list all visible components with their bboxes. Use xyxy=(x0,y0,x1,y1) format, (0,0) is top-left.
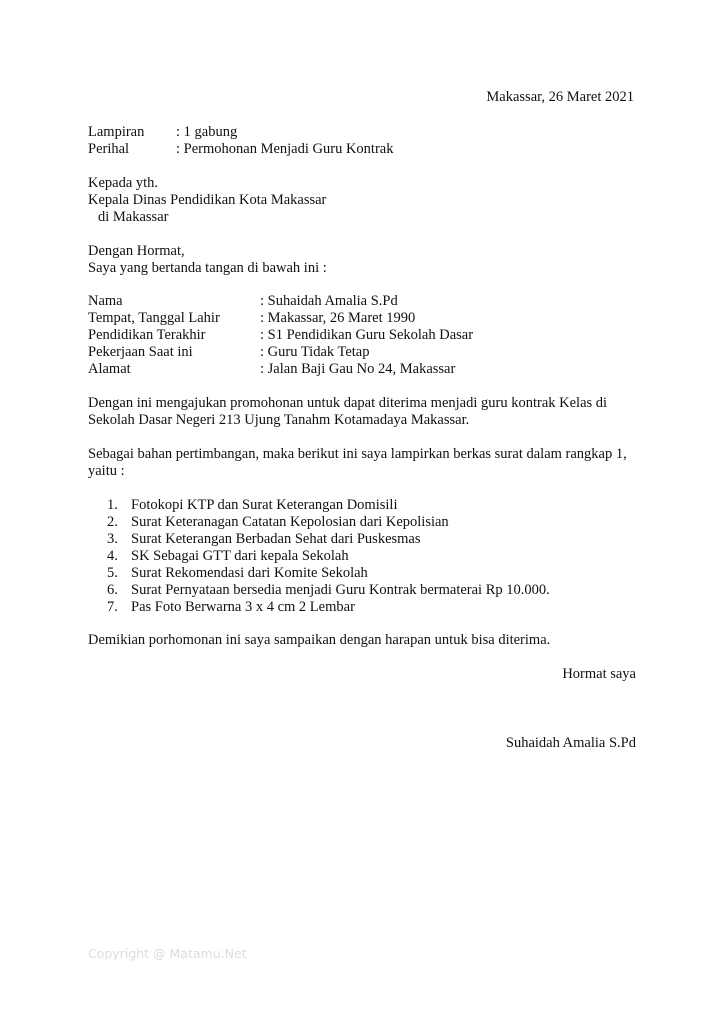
list-text: Surat Pernyataan bersedia menjadi Guru Kontrak bermaterai Rp 10.000. xyxy=(131,582,550,598)
place-date: Makassar, 26 Maret 2021 xyxy=(486,89,634,105)
identity-row xyxy=(88,361,455,378)
attachment-label: Lampiran xyxy=(88,124,145,140)
list-number: 1. xyxy=(107,497,118,513)
list-number: 4. xyxy=(107,548,118,564)
copyright-watermark: Copyright @ Matamu.Net xyxy=(88,946,247,961)
identity-label: Tempat, Tanggal Lahir xyxy=(88,310,220,326)
list-text: Fotokopi KTP dan Surat Keterangan Domisili xyxy=(131,497,398,513)
body-paragraph-1-line-1: Dengan ini mengajukan promohonan untuk dapat diterima menjadi guru kontrak Kelas di xyxy=(88,395,608,411)
intro: Saya yang bertanda tangan di bawah ini : xyxy=(88,260,327,276)
identity-label: Nama xyxy=(88,293,123,309)
body-paragraph-1-line-2: Sekolah Dasar Negeri 213 Ujung Tanahm Kotamadaya Makassar. xyxy=(88,412,470,428)
identity-row xyxy=(88,310,415,327)
identity-label: Pendidikan Terakhir xyxy=(88,327,206,343)
body-paragraph-2-line-2: yaitu : xyxy=(88,463,125,479)
list-text: SK Sebagai GTT dari kepala Sekolah xyxy=(131,548,349,564)
recipient-name: Kepala Dinas Pendidikan Kota Makassar xyxy=(88,192,327,208)
body-paragraph-2-line-1: Sebagai bahan pertimbangan, maka berikut ini saya lampirkan berkas surat dalam rangkap 1, xyxy=(88,446,627,462)
list-text: Pas Foto Berwarna 3 x 4 cm 2 Lembar xyxy=(131,599,355,615)
list-text: Surat Keteranagan Catatan Kepolosian dari Kepolisian xyxy=(131,514,449,530)
signoff: Hormat saya xyxy=(562,666,636,682)
list-text: Surat Rekomendasi dari Komite Sekolah xyxy=(131,565,368,581)
greeting: Dengan Hormat, xyxy=(88,243,185,259)
identity-label: Pekerjaan Saat ini xyxy=(88,344,193,360)
identity-value: : S1 Pendidikan Guru Sekolah Dasar xyxy=(260,327,474,343)
list-number: 3. xyxy=(107,531,118,547)
recipient-salutation: Kepada yth. xyxy=(88,175,159,191)
recipient-location: di Makassar xyxy=(98,209,169,225)
identity-value: : Suhaidah Amalia S.Pd xyxy=(260,293,398,309)
attachment-value: : 1 gabung xyxy=(176,124,238,140)
identity-value: : Jalan Baji Gau No 24, Makassar xyxy=(260,361,456,377)
list-number: 7. xyxy=(107,599,118,615)
list-number: 5. xyxy=(107,565,118,581)
identity-value: : Makassar, 26 Maret 1990 xyxy=(260,310,416,326)
list-number: 2. xyxy=(107,514,118,530)
list-number: 6. xyxy=(107,582,118,598)
signatory-name: Suhaidah Amalia S.Pd xyxy=(505,735,636,751)
subject-line xyxy=(88,141,393,158)
closing: Demikian porhomonan ini saya sampaikan dengan harapan untuk bisa diterima. xyxy=(88,632,551,648)
subject-value: : Permohonan Menjadi Guru Kontrak xyxy=(176,141,394,157)
subject-label: Perihal xyxy=(88,141,130,157)
identity-value: : Guru Tidak Tetap xyxy=(260,344,370,360)
list-text: Surat Keterangan Berbadan Sehat dari Puskesmas xyxy=(131,531,421,547)
attachment-line xyxy=(88,124,237,141)
identity-row xyxy=(88,293,398,310)
identity-row xyxy=(88,327,473,344)
identity-row xyxy=(88,344,370,361)
identity-label: Alamat xyxy=(88,361,131,377)
